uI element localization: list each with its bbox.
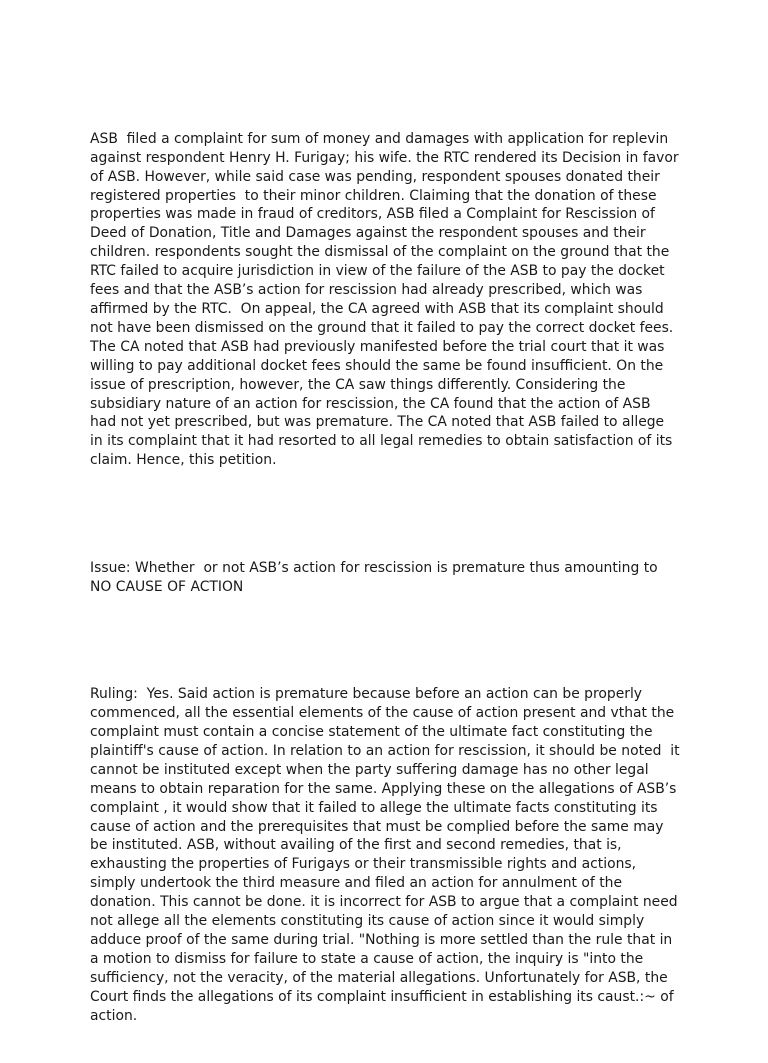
issue-paragraph: Issue: Whether or not ASB’s action for rescission is premature thus amounting to NO CAUSE OF ACTION xyxy=(90,559,658,595)
document-body xyxy=(90,92,690,1063)
paragraph-spacer xyxy=(90,634,690,647)
paragraph-spacer xyxy=(90,508,690,521)
facts-paragraph: ASB filed a complaint for sum of money and damages with application for replevin against respondent Henry H. Furigay; his wife. the RTC rendered its Decision in favor of ASB. However, while said case was pending, respondent spouses donated their registered properties to their minor children. Claiming that the donation of these properties was made in fraud of creditors, ASB filed a Complaint for Rescission of Deed of Donation, Title and Damages against the respondent spouses and their children. respondents sought the dismissal of the complaint on the ground that the RTC failed to acquire jurisdiction in view of the failure of the ASB to pay the docket fees and that the ASB’s action for rescission had already prescribed, which was affirmed by the RTC. On appeal, the CA agreed with ASB that its complaint should not have been dismissed on the ground that it failed to pay the correct docket fees. The CA noted that ASB had previously manifested before the trial court that it was willing to pay additional docket fees should the same be found insufficient. On the issue of prescription, however, the CA saw things differently. Considering the subsidiary nature of an action for rescission, the CA found that the action of ASB had not yet prescribed, but was premature. The CA noted that ASB failed to allege in its complaint that it had resorted to all legal remedies to obtain satisfaction of its claim. Hence, this petition. xyxy=(90,130,679,469)
ruling-paragraph: Ruling: Yes. Said action is premature because before an action can be properly commenced, all the essential elements of the cause of action present and vthat the complaint must contain a concise statement of the ultimate fact constituting the plaintiff's cause of action. In relation to an action for rescission, it should be noted it cannot be instituted except when the party suffering damage has no other legal means to obtain reparation for the same. Applying these on the allegations of ASB’s complaint , it would show that it failed to allege the ultimate facts constituting its cause of action and the prerequisites that must be complied before the same may be instituted. ASB, without availing of the first and second remedies, that is, exhausting the properties of Furigays or their transmissible rights and actions, simply undertook the third measure and filed an action for annulment of the donation. This cannot be done. it is incorrect for ASB to argue that a complaint need not allege all the elements constituting its cause of action since it would simply adduce proof of the same during trial. "Nothing is more settled than the rule that in a motion to dismiss for failure to state a cause of action, the inquiry is "into the sufficiency, not the veracity, of the material allegations. Unfortunately for ASB, the Court finds the allegations of its complaint insufficient in establishing its caust.:~ of action. xyxy=(90,686,680,1024)
